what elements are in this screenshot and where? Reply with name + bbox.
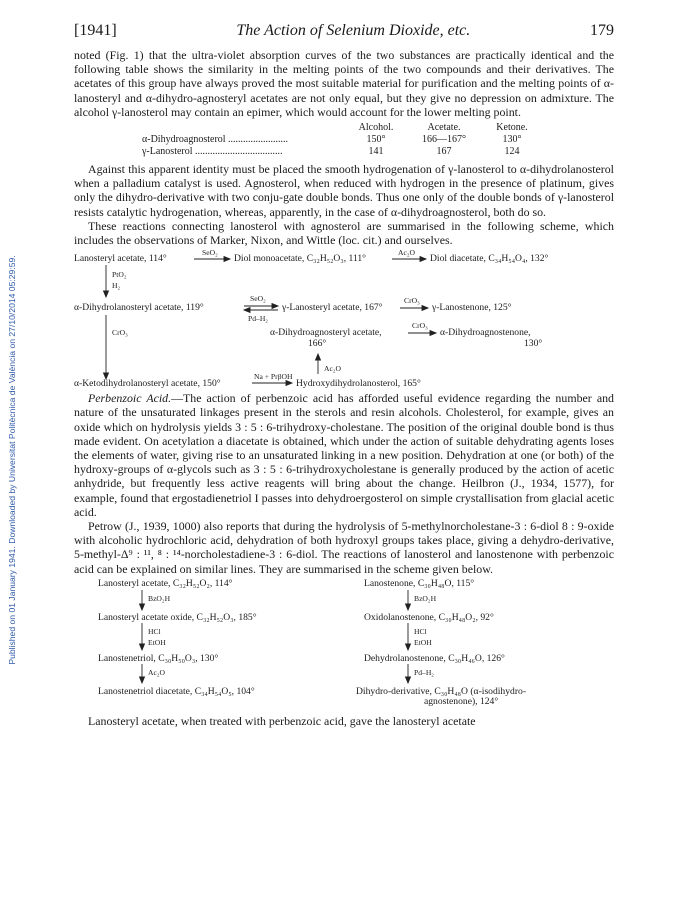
reagent-seo2: SeO₂ [250,294,266,304]
table-cell: 167 [436,146,452,158]
table-cell: 141 [368,146,384,158]
compound-dihydroagnostenone: α-Dihydroagnostenone, [440,327,531,339]
page [74,22,614,728]
compound-lanostenone: Lanostenone, C₃₀H₄₈O, 115° [364,577,475,589]
paragraph-3 [74,219,614,247]
table-cell: 130° [502,134,522,146]
scheme-1-arrows [74,247,614,391]
paragraph-3-text: These reactions connecting lanosterol with agnosterol are summarised in the following scheme, which includes the observations of Marker, Nixon, and Wittle (loc. cit.) and ourselves. [74,218,614,248]
reagent-cro3: CrO₃ [412,321,428,331]
table-row [142,146,546,158]
compound-lanosteryl-acetate: Lanosteryl acetate, 114° [74,253,167,265]
melting-point-table [142,122,546,158]
compound-diol-diacetate: Diol diacetate, C₃₄H₅₄O₄, 132° [430,253,549,265]
compound-lanosteryl-acetate: Lanosteryl acetate, C₃₂H₅₂O₂, 114° [98,577,233,589]
compound-lanostenetriol-diacetate: Lanostenetriol diacetate, C₃₄H₅₄O₅, 104° [98,685,255,697]
reagent-hcl: HCl [414,626,427,636]
compound-oxidolanostenone: Oxidolanostenone, C₃₀H₄₈O₂, 92° [364,611,494,623]
compound-dihydro-derivative: Dihydro-derivative, C₃₀H₄₈O (α-isodihydro- [356,685,527,697]
table-header-row [142,122,546,134]
table-header: Ketone. [496,122,528,134]
reaction-scheme-1 [74,247,614,391]
compound-hydroxydihydrolanosterol: Hydroxydihydrolanosterol, 165° [296,378,421,390]
reagent-seo2: SeO₂ [202,248,218,258]
reagent-ac2o: Ac₂O [148,667,165,677]
reagent-ac2o: Ac₂O [324,364,341,374]
compound-melting-point: 166° [308,338,327,350]
compound-ketodihydrolanosteryl-acetate: α-Ketodihydrolanosteryl acetate, 150° [74,378,221,390]
table-header: Alcohol. [358,122,394,134]
table-row [142,134,546,146]
reagent-cro3: CrO₃ [404,296,420,306]
table-cell: 150° [366,134,386,146]
compound-melting-point: 130° [524,338,543,350]
table-header: Acetate. [427,122,461,134]
paragraph-1: noted (Fig. 1) that the ultra-violet absorption curves of the two substances are practically identical and the following table shows the similarity in the melting points of the two compounds and their derivatives. The acetates of this group have always proved the most suitable material for purification and the melting points of α-lanosteryl and α-dihydro-agnosteryl acetates are not only equal, but they give no depression on admixture. The alcohol γ-lanosterol may contain an epimer, which would account for the lower melting point. [74,48,614,119]
reagent-hcl: HCl [148,626,161,636]
header-page-number: 179 [590,22,614,39]
paragraph-4-text: —The action of perbenzoic acid has afforded useful evidence regarding the number and nature of the unsaturated linkages present in the sterols and resin alcohols. Cholesterol, for example, gives an oxide which on hydrolysis yields 3 : 5 : 6-trihydroxy-cholestane. The position of the original double bond is thus made evident. On acetylation a diacetate is obtained, which under the action of suitable dehydrating agents loses the elements of water, giving rise to an unsaturated linking in a new position. Dehydration at one (or both) of the hydroxy-groups of α-glycols such as 3 : 5 : 6-trihydroxycholestane is generally produced by the action of acetic anhydride, but frequently less active reagents will bring about the change. Heilbron (J., 1934, 1577), for example, found that ergostadienetriol I passes into dehydroergosterol on simple crystallisation from glacial acetic acid. [74,391,614,519]
header-year: [1941] [74,22,117,39]
table-cell-compound: γ-Lanosterol ................................... [142,146,283,158]
compound-dihydro-derivative-cont: agnostenone), 124° [424,695,499,707]
reagent-h2: H₂ [112,281,121,291]
reaction-scheme-2 [74,578,614,706]
reagent-bzo2h: BzO₂H [414,593,437,603]
reagent-ac2o: Ac₂O [398,248,415,258]
compound-gamma-lanosteryl-acetate: γ-Lanosteryl acetate, 167° [282,302,383,314]
table-cell-compound: α-Dihydroagnosterol ........................ [142,134,289,146]
reagent-na-proh: Na + PrβOH [254,372,293,382]
compound-dihydrolanosteryl-acetate: α-Dihydrolanosteryl acetate, 119° [74,302,204,314]
compound-lanostenetriol: Lanostenetriol, C₃₀H₅₀O₃, 130° [98,652,219,664]
paragraph-5: Petrow (J., 1939, 1000) also reports that during the hydrolysis of 5-methylnorcholestane-3 : 6-diol 8 : 9-oxide with alcoholic hydrochloric acid, dehydration of both hydroxyl groups takes place, giving a dehydro-derivative, 5-methyl-Δ⁹ : ¹¹, ⁸ : ¹⁴-norcholestadiene-3 : 6-diol. The reactions of lanosterol and lanostenone with perbenzoic acid can be explained on similar lines. They are summarised in the scheme given below. [74,519,614,576]
reagent-etoh: EtOH [414,637,432,647]
reagent-cro3: CrO₃ [112,328,128,338]
table-cell: 166—167° [422,134,466,146]
reagent-pd-h2: Pd–H₂ [414,667,434,677]
download-watermark-text: Published on 01 January 1941. Downloaded by Universitat Politècnica de València on 27/10/2014 05:29:59. [7,255,17,665]
table-cell: 124 [504,146,520,158]
section-lead: Perbenzoic Acid. [88,391,172,406]
download-watermark [0,40,24,880]
compound-dehydrolanostenone: Dehydrolanostenone, C₃₀H₄₆O, 126° [364,652,505,664]
reagent-bzo2h: BzO₂H [148,593,171,603]
paragraph-4 [74,391,614,519]
reagent-pto2: PtO₂ [112,270,127,280]
compound-diol-monoacetate: Diol monoacetate, C₃₂H₅₂O₃, 111° [234,253,367,265]
compound-lanosteryl-acetate-oxide: Lanosteryl acetate oxide, C₃₂H₅₂O₃, 185° [98,611,257,623]
header-title: The Action of Selenium Dioxide, etc. [236,22,471,39]
running-header [74,22,614,40]
paragraph-2: Against this apparent identity must be placed the smooth hydrogenation of γ-lanosterol to α-dihydrolanosterol when a palladium catalyst is used. Agnosterol, when reduced with hydrogen in the presence of platinum, gives only the dihydro-derivative with two conju-gate double bonds. Thus one only of the double bonds of γ-lanosterol resists catalytic hydrogenation, whereas, apparently, in the case of α-dihydroagnosterol, both do so. [74,162,614,219]
reagent-etoh: EtOH [148,637,166,647]
compound-dihydroagnosteryl-acetate: α-Dihydroagnosteryl acetate, [270,327,382,339]
paragraph-6: Lanosteryl acetate, when treated with perbenzoic acid, gave the lanosteryl acetate [88,713,476,728]
reagent-pd-h2: Pd–H₂ [248,314,268,324]
compound-gamma-lanostenone: γ-Lanostenone, 125° [432,302,512,314]
